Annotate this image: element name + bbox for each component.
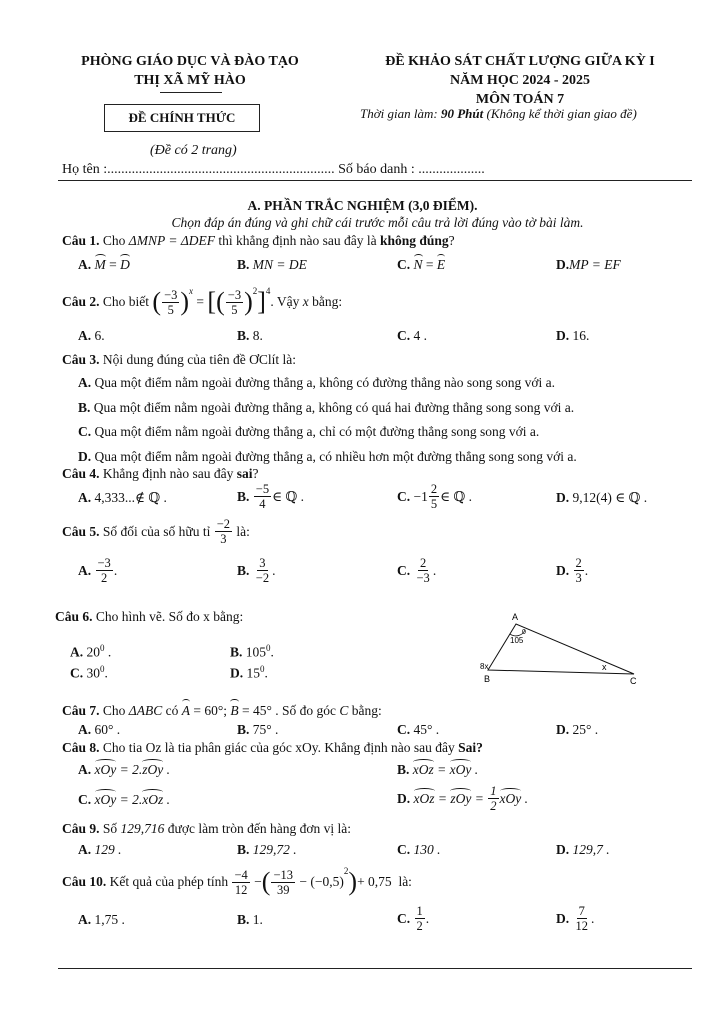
q2-option-b: B. 8. xyxy=(237,328,263,343)
q5-option-a: A. $\frac{-3}{2}$ . xyxy=(78,556,118,585)
exam-title xyxy=(355,52,685,109)
angle-b-label: 8x xyxy=(480,662,489,671)
q8-option-a: A. xOy = 2.zOy . xyxy=(78,762,170,777)
q2-option-c: C. 4 . xyxy=(397,328,427,343)
time-suffix: (Không kể thời gian giao đề) xyxy=(483,106,637,121)
footer-divider xyxy=(58,968,692,969)
section-instruction: Chọn đáp án đúng và ghi chữ cái trước mỗi câu trả lời đúng vào tờ bài làm. xyxy=(171,215,584,230)
q1-option-b: B. MN = DE xyxy=(237,257,307,272)
official-box: ĐỀ CHÍNH THỨC xyxy=(104,104,260,132)
q6-option-c: C. $30^0$. xyxy=(70,664,108,681)
q5-option-d: D. $\frac{2}{3}$ . xyxy=(556,556,589,585)
pages-note: (Đề có 2 trang) xyxy=(150,143,237,158)
question-2: Câu 2. Cho biết ( $\frac{-3}{5}$ ) x = [ ( $\frac{-3}{5}$ ) 2 ] 4 . Vậy x bằng: xyxy=(62,286,343,317)
q7-option-c: C. 45° . xyxy=(397,722,440,737)
q8-option-b: B. xOz = xOy . xyxy=(397,762,479,777)
q4-option-a: A. 4,333...∉ ℚ . xyxy=(78,490,167,505)
time-prefix: Thời gian làm: xyxy=(360,106,441,121)
q7-option-b: B. 75° . xyxy=(237,722,279,737)
q1-option-a: A. M = D xyxy=(78,257,130,272)
name-line: Họ tên :................................................................. xyxy=(62,162,335,177)
q1-option-c: C. N = E xyxy=(397,257,446,272)
angle-c-label: x xyxy=(602,662,607,672)
q3-option-a: A. Qua một điểm nằm ngoài đường thẳng a, không có đường thẳng nào song song với a. xyxy=(78,375,555,390)
q5-option-b: B. $\frac{3}{-2}$ . xyxy=(237,556,276,585)
question-7: Câu 7. Cho ΔABC có A = 60°; B = 45° . Số đo góc C bằng: xyxy=(62,703,382,718)
q1-option-d: D.MP = EF xyxy=(556,257,621,272)
exam-title-line1: ĐỀ KHẢO SÁT CHẤT LƯỢNG GIỮA KỲ I xyxy=(385,54,655,69)
q4-option-b: B. $\frac{-5}{4}$ ∈ ℚ . xyxy=(237,482,304,511)
vertex-c-label: C xyxy=(630,676,637,686)
exam-title-line2: NĂM HỌC 2024 - 2025 xyxy=(450,73,590,88)
q7-option-d: D. 25° . xyxy=(556,722,599,737)
question-1: Câu 1. Cho ΔMNP = ΔDEF thì khẳng định nào sau đây là không đúng? xyxy=(62,233,455,248)
q2-option-a: A. 6. xyxy=(78,328,105,343)
id-line: Số báo danh : ................... xyxy=(338,162,485,177)
q9-option-b: B. 129,72 . xyxy=(237,842,297,857)
angle-a-label: 105 xyxy=(510,636,524,645)
department-title xyxy=(40,52,340,90)
q3-option-c: C. Qua một điểm nằm ngoài đường thẳng a, chỉ có một đường thẳng song song với a. xyxy=(78,424,540,439)
q6-option-a: A. $20^0$ . xyxy=(70,643,112,660)
q6-option-d: D. $15^0$. xyxy=(230,664,268,681)
q10-option-a: A. 1,75 . xyxy=(78,912,125,927)
angle-a-degree: 0 xyxy=(522,629,526,636)
student-info xyxy=(62,162,485,178)
exam-title-line3: MÔN TOÁN 7 xyxy=(475,92,565,107)
section-title: A. PHẦN TRẮC NGHIỆM (3,0 ĐIỂM). xyxy=(247,198,478,213)
q10-option-b: B. 1. xyxy=(237,912,263,927)
question-9: Câu 9. Số 129,716 được làm tròn đến hàng đơn vị là: xyxy=(62,821,351,836)
q4-option-d: D. 9,12(4) ∈ ℚ . xyxy=(556,490,648,505)
q10-option-c: C. $\frac{1}{2}$ . xyxy=(397,904,430,933)
department-line2: THỊ XÃ MỸ HÀO xyxy=(134,73,246,88)
q5-option-c: C. $\frac{2}{-3}$ . xyxy=(397,556,437,585)
time-value: 90 Phút xyxy=(440,106,484,121)
q3-option-d: D. Qua một điểm nằm ngoài đường thẳng a, có nhiều hơn một đường thẳng song song với a. xyxy=(78,449,577,464)
vertex-a-label: A xyxy=(512,612,519,622)
question-10: Câu 10. Kết quả của phép tính $\frac{-4}{12}$ − ( $\frac{-13}{39}$ − (−0,5) 2 ) + 0,75 là: xyxy=(62,866,412,897)
vertex-b-label: B xyxy=(484,674,491,684)
q9-option-c: C. 130 . xyxy=(397,842,441,857)
q6-option-b: B. $105^0$. xyxy=(230,643,274,660)
header-underline xyxy=(160,92,222,93)
q4-option-c: C. −1 $\frac{2}{5}$ ∈ ℚ . xyxy=(397,482,473,511)
q8-option-d: D. xOz = zOy = $\frac{1}{2}$ xOy . xyxy=(397,784,528,813)
q8-option-c: C. xOy = 2.xOz . xyxy=(78,792,170,807)
triangle-shape xyxy=(488,624,634,674)
time-note xyxy=(360,106,637,122)
q7-option-a: A. 60° . xyxy=(78,722,121,737)
q6-triangle-figure xyxy=(470,610,645,690)
question-6: Câu 6. Cho hình vẽ. Số đo x bằng: xyxy=(55,609,244,624)
header-divider xyxy=(58,180,692,181)
q9-option-a: A. 129 . xyxy=(78,842,122,857)
question-8: Câu 8. Cho tia Oz là tia phân giác của góc xOy. Khẳng định nào sau đây Sai? xyxy=(62,740,483,755)
q10-option-d: D. $\frac{7}{12}$ . xyxy=(556,904,595,933)
q2-option-d: D. 16. xyxy=(556,328,590,343)
q9-option-d: D. 129,7 . xyxy=(556,842,610,857)
question-5: Câu 5. Số đối của số hữu tỉ $\frac{-2}{3}$ là: xyxy=(62,517,250,546)
q3-option-b: B. Qua một điểm nằm ngoài đường thẳng a, không có quá hai đường thẳng song song với a. xyxy=(78,400,575,415)
question-4: Câu 4. Khẳng định nào sau đây sai? xyxy=(62,466,259,481)
department-line1: PHÒNG GIÁO DỤC VÀ ĐÀO TẠO xyxy=(81,54,299,69)
question-3: Câu 3. Nội dung đúng của tiên đề ƠClít là: xyxy=(62,352,296,367)
